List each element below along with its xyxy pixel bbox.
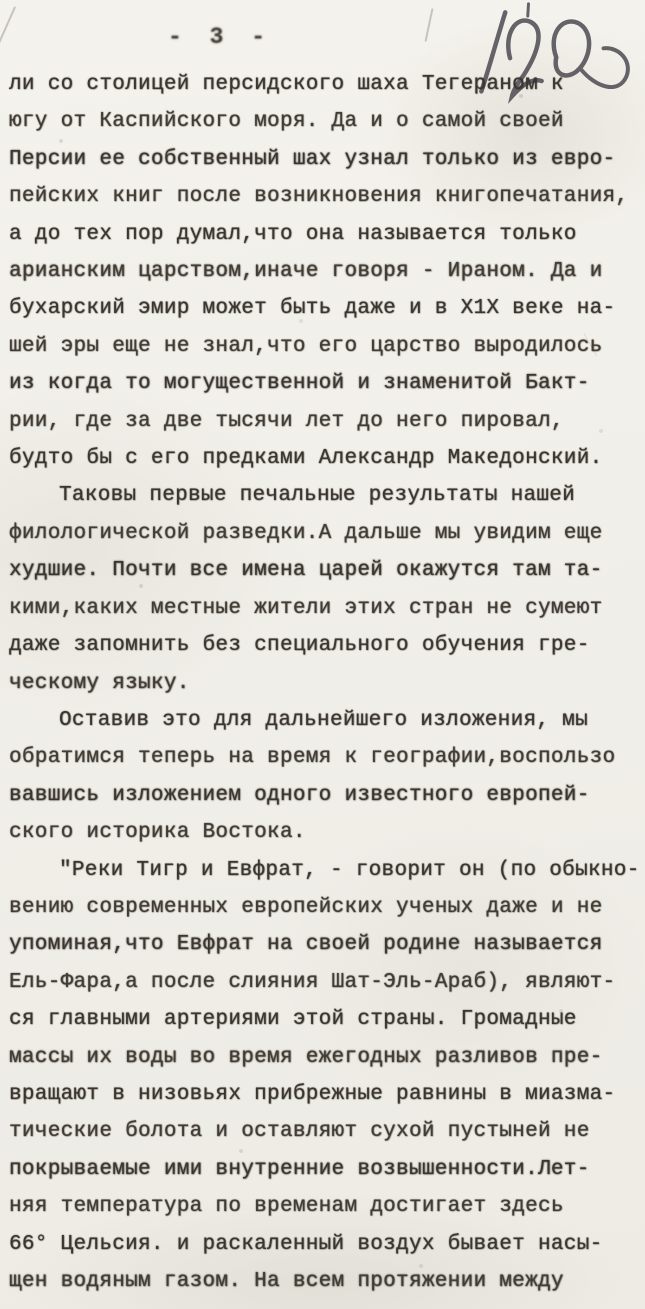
text-line: шей эры еще не знал,что его царство выродилось: [9, 334, 603, 358]
text-line: ского историка Востока.: [9, 821, 306, 845]
text-line: кими,каких местные жители этих стран не сумеют: [9, 596, 603, 620]
text-line: 66° Цельсия. и раскаленный воздух бывает насы-: [9, 1232, 603, 1256]
text-line: Персии ее собственный шах узнал только из евро-: [9, 147, 616, 171]
text-line: Ель-Фара,а после слияния Шат-Эль-Араб), являют-: [9, 970, 616, 994]
text-line: будто бы с его предками Александр Македонский.: [9, 447, 603, 471]
text-line: ся главными артериями этой страны. Громадные: [9, 1008, 577, 1032]
text-line: обратимся теперь на время к географии,воспользо: [9, 746, 616, 770]
text-line: филологической разведки.А дальше мы увидим еще: [9, 521, 603, 545]
text-line: ческому языку.: [9, 671, 190, 695]
page-number: - 3 -: [167, 24, 272, 50]
paragraph: [9, 852, 641, 1301]
text-line: Таковы первые печальные результаты нашей: [59, 484, 576, 508]
text-line: ли со столицей персидского шаха Тегераном к: [9, 73, 564, 96]
text-line: рии, где за две тысячи лет до него пировал,: [9, 409, 564, 433]
text-line: худшие. Почти все имена царей окажутся там та-: [9, 559, 603, 583]
text-line: бухарский эмир может быть даже и в Х1Х веке на-: [9, 297, 616, 321]
text-line: Оставив это для дальнейшего изложения, мы: [59, 708, 588, 732]
text-line: вению современных европейских ученых даже и не: [9, 895, 603, 919]
text-line: покрываемые ими внутренние возвышенности.Лет-: [9, 1157, 590, 1181]
text-line: няя температура по временам достигает здесь: [9, 1195, 564, 1219]
text-line: "Реки Тигр и Евфрат, - говорит он (по обыкно-: [59, 858, 640, 882]
text-line: югу от Каспийского моря. Да и о самой своей: [9, 110, 564, 134]
text-line: щен водяным газом. На всем протяжении между: [9, 1270, 564, 1293]
text-line: даже запомнить без специального обучения гре-: [9, 634, 590, 658]
text-line: а до тех пор думал,что она называется только: [9, 222, 577, 246]
paragraph: [9, 702, 641, 852]
paragraph: [9, 66, 641, 477]
text-line: массы их воды во время ежегодных разливов пре-: [9, 1045, 603, 1069]
text-line: тические болота и оставляют сухой пустыней не: [9, 1120, 590, 1144]
text-line: упоминая,что Евфрат на своей родине называется: [9, 933, 603, 957]
paragraph: [9, 477, 641, 701]
paper-speckle-texture: [0, 0, 2, 2]
text-line: из когда то могущественной и знаменитой Бакт-: [9, 372, 590, 396]
text-line: арианским царством,иначе говоря - Ираном. Да и: [9, 260, 603, 284]
text-line: вращают в низовьях прибрежные равнины в миазма-: [9, 1082, 616, 1106]
text-line: вавшись изложением одного известного европей-: [9, 783, 590, 807]
text-line: пейских книг после возникновения книгопечатания,: [9, 185, 629, 209]
document-text: [9, 66, 641, 1300]
